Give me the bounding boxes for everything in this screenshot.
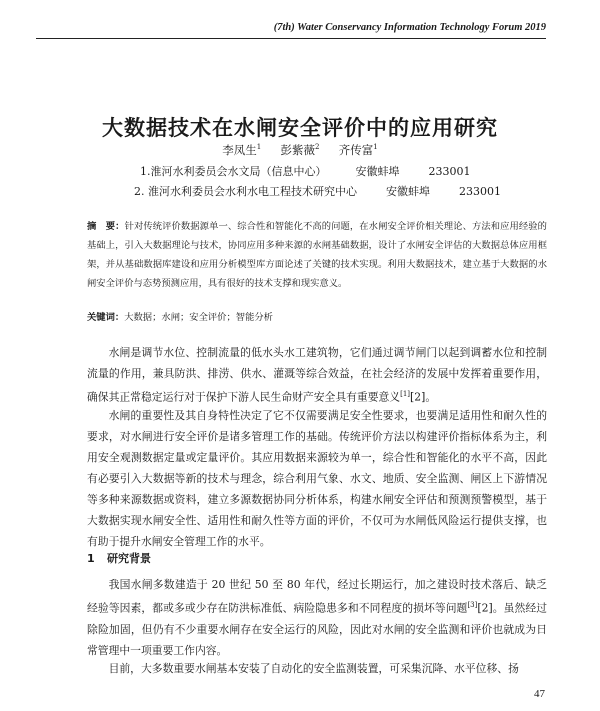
body-paragraph-1 <box>87 342 547 408</box>
paragraph-text: 水闸是调节水位、控制流量的低水头水工建筑物，它们通过调节闸门以起到调蓄水位和控制流量的作用，兼具防洪、排涝、供水、灌溉等综合效益，在社会经济的发展中发挥着重要作用，确保其正常稳定运行对于保护下游人民生命财产安全具有重要意义 <box>87 346 547 404</box>
running-header <box>36 20 546 39</box>
affiliation-zip: 233001 <box>428 165 471 178</box>
affiliation-zip: 233001 <box>459 185 501 198</box>
abstract-text: 针对传统评价数据源单一、综合性和智能化不高的问题，在水闸安全评价相关理论、方法和应用经验的基础上，引入大数据理论与技术，协同应用多种来源的水闸基础数据，设计了水闸安全评估的大数据总体应用框架，并从基础数据库建设和应用分析模型库方面论述了关键的技术实现。利用大数据技术，建立基于大数据的水闸安全评价与态势预测应用，具有很好的技术支撑和现实意义。 <box>87 221 547 289</box>
paragraph-text: [2]。 <box>410 390 437 404</box>
citation-ref: [1] <box>400 390 411 398</box>
paragraph-text: 我国水闸多数建造于 20 世纪 50 至 80 年代，经过长期运行，加之建设时技术落后、缺乏经验等因素，都或多或少存在防洪标准低、病险隐患多和不同程度的损坏等问题 <box>87 578 547 615</box>
author-name: 齐传富 <box>338 143 374 157</box>
paper-title: 大数据技术在水闸安全评价中的应用研究 <box>102 115 498 140</box>
keywords-text: 大数据；水闸；安全评价；智能分析 <box>124 312 273 323</box>
keywords-label: 关键词： <box>87 312 125 323</box>
body-paragraph-2: 水闸的重要性及其自身特性决定了它不仅需要满足安全性要求，也要满足适用性和耐久性的要求，对水闸进行安全评价是诸多管理工作的基础。传统评价方法以构建评价指标体系为主，利用安全观测数据定量或定量评价。其应用数据来源较为单一，综合性和智能化的水平不高，因此有必要引入大数据等新的技术与理念，综合利用气象、水文、地质、安全监测、闸区上下游情况等多种来源数据或资料，建立多源数据协同分析体系，构建水闸安全评估和预测预警模型，基于大数据实现水闸安全性、适用性和耐久性等方面的评价，不仅可为水闸低风险运行提供支撑，也有助于提升水闸安全管理工作的水平。 <box>87 409 547 548</box>
section-number: 1 <box>87 552 95 565</box>
section-title: 研究背景 <box>107 552 151 565</box>
page-number: 47 <box>534 688 545 700</box>
author-list <box>0 142 600 158</box>
keywords <box>87 308 547 327</box>
body-paragraph-3 <box>87 574 547 661</box>
author-affiliation-mark: 1 <box>373 143 378 152</box>
affiliation-city: 安徽蚌埠 <box>386 185 430 198</box>
author-name: 彭紫薇 <box>280 143 316 157</box>
body-paragraph-4: 目前，大多数重要水闸基本安装了自动化的安全监测装置，可采集沉降、水平位移、扬 <box>108 662 519 675</box>
author-name: 李凤生 <box>222 143 257 157</box>
abstract <box>87 217 547 293</box>
journal-header-text: (7th) Water Conservancy Information Technology Forum 2019 <box>273 22 546 33</box>
author-affiliation-mark: 2 <box>315 143 320 152</box>
affiliation-1 <box>140 163 471 179</box>
affiliation-org: 1.淮河水利委员会水文局（信息中心） <box>140 165 327 178</box>
affiliation-city: 安徽蚌埠 <box>355 165 400 178</box>
section-heading <box>87 550 151 566</box>
affiliation-2 <box>134 183 501 199</box>
abstract-label: 摘 要： <box>87 221 125 232</box>
author-affiliation-mark: 1 <box>256 143 262 152</box>
citation-ref: [3] <box>467 601 478 609</box>
paragraph-text: [2]。虽然经过除险加固，但仍有不少重要水闸存在安全运行的风险，因此对水闸的安全监测和评价也就成为日常管理中一项重要工作内容。 <box>87 601 548 657</box>
affiliation-org: 2. 淮河水利委员会水利水电工程技术研究中心 <box>134 185 357 198</box>
